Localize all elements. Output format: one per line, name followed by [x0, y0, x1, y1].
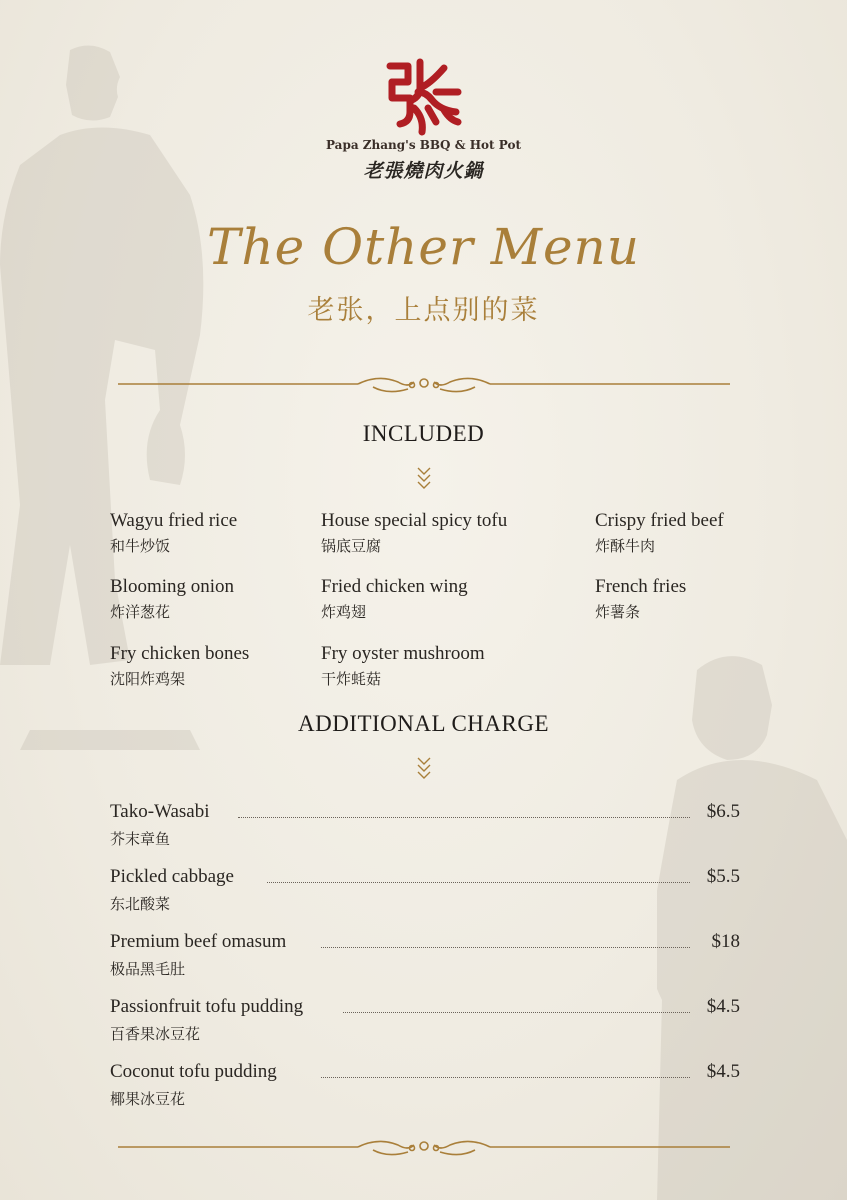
item-name-english: Pickled cabbage — [110, 866, 234, 887]
item-name-chinese: 炸鸡翅 — [321, 603, 367, 621]
priced-item — [110, 866, 740, 918]
priced-item — [110, 801, 740, 853]
item-name-chinese: 芥末章鱼 — [110, 830, 171, 848]
item-name-english: Coconut tofu pudding — [110, 1061, 277, 1082]
priced-item — [110, 1061, 740, 1113]
included-item — [595, 510, 724, 556]
item-price: $4.5 — [706, 996, 740, 1017]
item-name-english: Crispy fried beef — [595, 510, 724, 531]
brand-name-english: Papa Zhang's BBQ & Hot Pot — [325, 138, 522, 152]
priced-item — [110, 931, 740, 983]
ornament-divider-top — [118, 373, 730, 395]
dot-leader — [267, 882, 690, 883]
item-price: $6.5 — [706, 801, 740, 822]
item-name-chinese: 沈阳炸鸡架 — [110, 670, 186, 688]
zhang-logo-icon — [384, 52, 462, 136]
item-name-chinese: 百香果冰豆花 — [110, 1025, 201, 1043]
chevron-down-icon — [417, 466, 431, 490]
item-price: $4.5 — [706, 1061, 740, 1082]
item-name-chinese: 椰果冰豆花 — [110, 1090, 186, 1108]
section-title-included: INCLUDED — [362, 421, 485, 446]
included-item — [110, 643, 249, 689]
included-item — [110, 576, 234, 622]
item-name-english: Blooming onion — [110, 576, 235, 597]
brand-name-chinese: 老張燒肉火鍋 — [363, 160, 484, 182]
menu-title: The Other Menu — [207, 218, 640, 276]
item-name-chinese: 炸酥牛肉 — [595, 537, 656, 555]
ornament-divider-bottom — [118, 1136, 730, 1158]
item-name-english: House special spicy tofu — [321, 510, 508, 531]
menu-subtitle: 老张，上点别的菜 — [307, 295, 540, 326]
item-name-chinese: 极品黑毛肚 — [110, 960, 186, 978]
item-name-chinese: 炸薯条 — [595, 603, 641, 621]
item-name-english: Passionfruit tofu pudding — [110, 996, 304, 1017]
dot-leader — [238, 817, 690, 818]
item-name-chinese: 和牛炒饭 — [110, 537, 171, 555]
chevron-down-icon — [417, 756, 431, 780]
included-item — [321, 576, 468, 622]
item-name-chinese: 炸洋葱花 — [110, 603, 171, 621]
item-name-chinese: 东北酸菜 — [110, 895, 171, 913]
item-name-chinese: 锅底豆腐 — [321, 537, 382, 555]
priced-item — [110, 996, 740, 1048]
item-name-english: Fried chicken wing — [321, 576, 468, 597]
included-item — [110, 510, 237, 556]
item-name-english: Premium beef omasum — [110, 931, 287, 952]
item-name-english: Wagyu fried rice — [110, 510, 238, 531]
dot-leader — [343, 1012, 690, 1013]
dot-leader — [321, 947, 690, 948]
included-item — [321, 643, 485, 689]
item-name-english: Fry chicken bones — [110, 643, 250, 664]
item-name-english: Tako-Wasabi — [110, 801, 210, 822]
item-name-english: French fries — [595, 576, 687, 597]
item-name-english: Fry oyster mushroom — [321, 643, 485, 664]
item-name-chinese: 干炸蚝菇 — [321, 670, 382, 688]
dot-leader — [321, 1077, 690, 1078]
item-price: $18 — [711, 931, 740, 952]
item-price: $5.5 — [706, 866, 740, 887]
section-title-additional-charge: ADDITIONAL CHARGE — [297, 711, 550, 736]
included-item — [595, 576, 686, 622]
included-item — [321, 510, 507, 556]
